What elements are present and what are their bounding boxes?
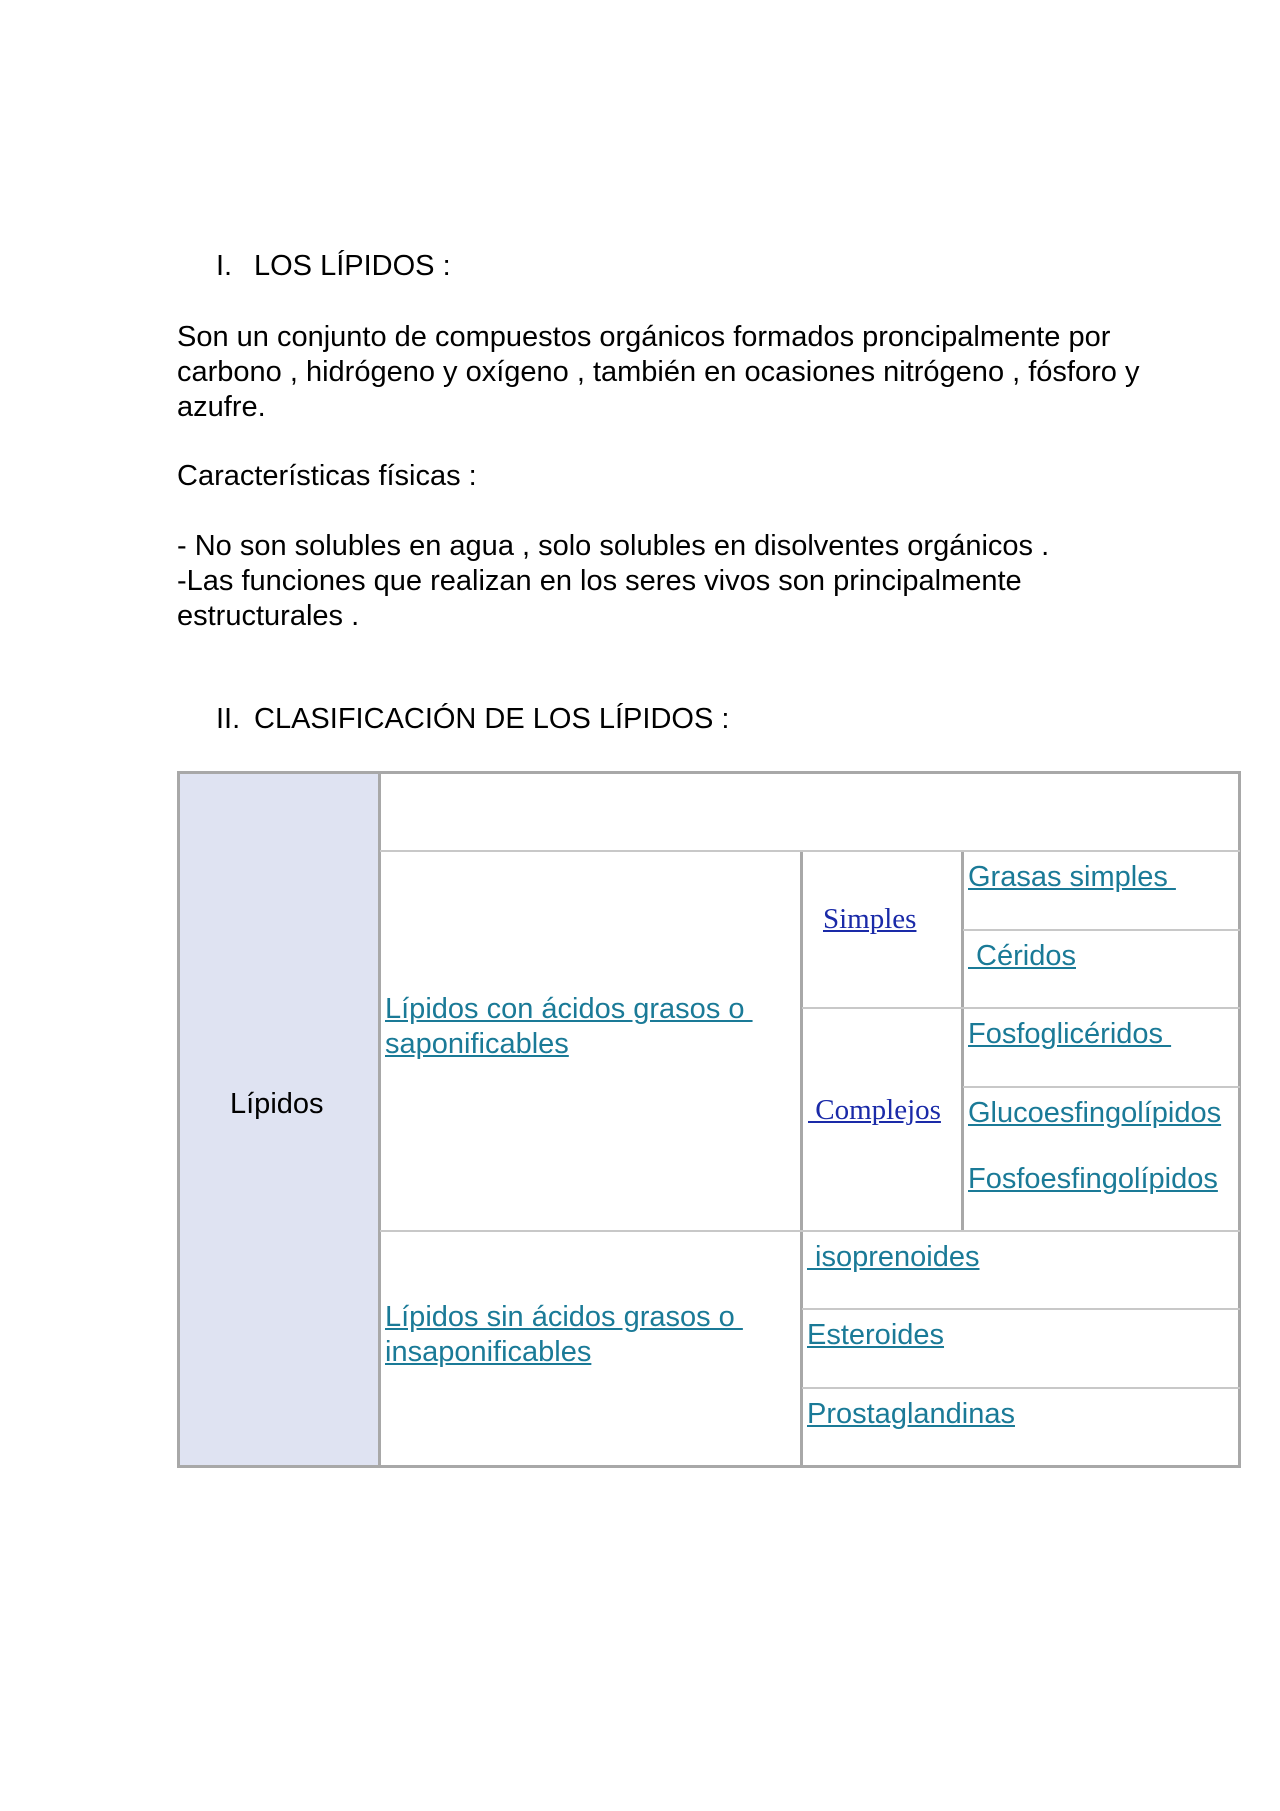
divider-ester-prosta bbox=[802, 1387, 1240, 1389]
divider-isopren-ester bbox=[802, 1308, 1240, 1310]
intro-paragraph-line-3: azufre. bbox=[177, 391, 266, 423]
simples-link[interactable]: Simples bbox=[823, 903, 917, 935]
section-1-heading bbox=[216, 249, 451, 284]
saponificables-link-line-2[interactable]: saponificables bbox=[385, 1028, 569, 1060]
characteristic-line-3: estructurales . bbox=[177, 600, 360, 632]
table-border-bottom bbox=[177, 1465, 1241, 1468]
divider-subcategory bbox=[961, 850, 964, 1232]
fosfoesfingolipidos-link[interactable]: Fosfoesfingolípidos bbox=[968, 1163, 1218, 1195]
divider-root bbox=[378, 771, 381, 1468]
characteristics-title: Características físicas : bbox=[177, 460, 477, 492]
grasas-simples-link[interactable]: Grasas simples bbox=[968, 861, 1176, 893]
root-label: Lípidos bbox=[230, 1088, 324, 1120]
intro-paragraph-line-1: Son un conjunto de compuestos orgánicos formados proncipalmente por bbox=[177, 321, 1111, 353]
insaponificables-link-line-1[interactable]: Lípidos sin ácidos grasos o bbox=[385, 1301, 743, 1333]
esteroides-link[interactable]: Esteroides bbox=[807, 1319, 945, 1351]
section-2-number: II. bbox=[216, 703, 241, 735]
glucoesfingolipidos-link[interactable]: Glucoesfingolípidos bbox=[968, 1097, 1222, 1129]
section-1-title: LOS LÍPIDOS : bbox=[254, 250, 451, 282]
complejos-link[interactable]: Complejos bbox=[808, 1094, 941, 1126]
section-2-title: CLASIFICACIÓN DE LOS LÍPIDOS : bbox=[254, 703, 730, 735]
characteristic-line-2: -Las funciones que realizan en los seres vivos son principalmente bbox=[177, 565, 1022, 597]
characteristic-line-1: - No son solubles en agua , solo solubles en disolventes orgánicos . bbox=[177, 530, 1050, 562]
insaponificables-link-line-2[interactable]: insaponificables bbox=[385, 1336, 592, 1368]
saponificables-link-line-1[interactable]: Lípidos con ácidos grasos o bbox=[385, 993, 753, 1025]
divider-grasas-cerides bbox=[963, 929, 1240, 931]
ceridos-link[interactable]: Céridos bbox=[968, 940, 1076, 972]
divider-sapon-insapon bbox=[380, 1230, 1240, 1232]
isoprenoides-link[interactable]: isoprenoides bbox=[807, 1241, 980, 1273]
section-2-heading bbox=[216, 702, 729, 737]
table-border-right bbox=[1238, 771, 1241, 1468]
fosfogliceridos-link[interactable]: Fosfoglicéridos bbox=[968, 1018, 1172, 1050]
divider-header-row bbox=[380, 850, 1240, 852]
section-1-number: I. bbox=[216, 250, 233, 282]
prostaglandinas-link[interactable]: Prostaglandinas bbox=[807, 1398, 1015, 1430]
divider-category bbox=[800, 850, 803, 1468]
divider-simples-complejos bbox=[802, 1007, 1240, 1009]
intro-paragraph-line-2: carbono , hidrógeno y oxígeno , también en ocasiones nitrógeno , fósforo y bbox=[177, 356, 1140, 388]
divider-fosfogli-gluco bbox=[963, 1086, 1240, 1088]
table-border-left bbox=[177, 771, 180, 1468]
table-border-top bbox=[177, 771, 1241, 774]
